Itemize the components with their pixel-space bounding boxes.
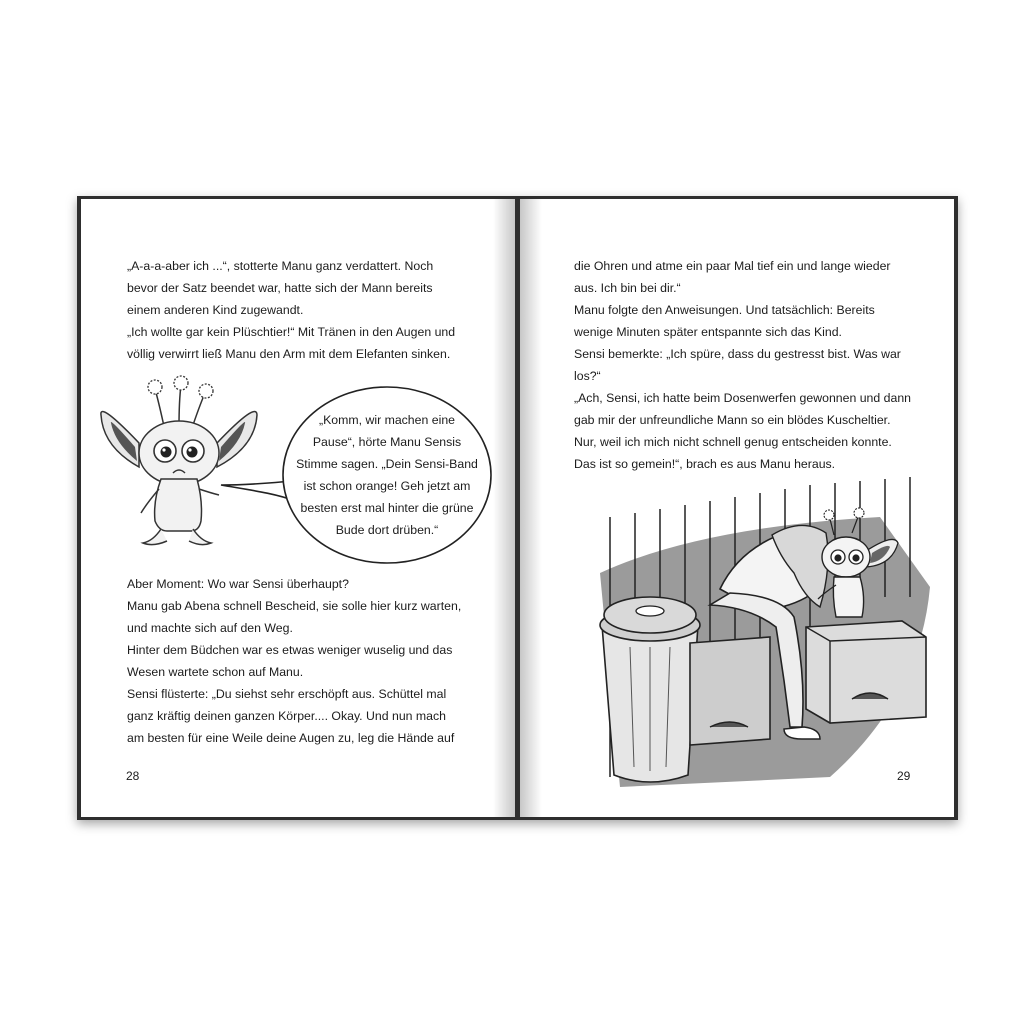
speech-bubble-text <box>293 409 481 541</box>
text-line: Manu gab Abena schnell Bescheid, sie solle hier kurz warten, <box>127 599 462 613</box>
right-paragraph-1 <box>574 255 911 475</box>
text-line: ganz kräftig deinen ganzen Körper.... Okay. Und nun mach <box>127 709 446 723</box>
right-page-gutter-shadow <box>520 199 542 817</box>
text-line: aus. Ich bin bei dir.“ <box>574 281 681 295</box>
text-line: Das ist so gemein!“, brach es aus Manu heraus. <box>574 457 836 471</box>
text-line: Wesen wartete schon auf Manu. <box>127 665 304 679</box>
text-line: „Komm, wir machen eine <box>319 413 455 427</box>
text-line: einem anderen Kind zugewandt. <box>127 303 304 317</box>
manu-and-sensi-illustration <box>580 477 955 799</box>
text-line: die Ohren und atme ein paar Mal tief ein und lange wieder <box>574 259 891 273</box>
text-line: Hinter dem Büdchen war es etwas weniger wuselig und das <box>127 643 453 657</box>
text-line: Bude dort drüben.“ <box>335 523 439 537</box>
text-line: gab mir der unfreundliche Mann so ein blödes Kuscheltier. <box>574 413 891 427</box>
text-line: Sensi bemerkte: „Ich spüre, dass du gestresst bist. Was war <box>574 347 901 361</box>
page-number-left: 28 <box>126 769 140 783</box>
text-line: und machte sich auf den Weg. <box>127 621 293 635</box>
text-line: Stimme sagen. „Dein Sensi-Band <box>296 457 478 471</box>
text-line: Manu folgte den Anweisungen. Und tatsächlich: Bereits <box>574 303 875 317</box>
right-page <box>520 199 954 817</box>
page-number-right: 29 <box>897 769 911 783</box>
text-line: „Ich wollte gar kein Plüschtier!“ Mit Tränen in den Augen und <box>127 325 456 339</box>
text-line: „Ach, Sensi, ich hatte beim Dosenwerfen gewonnen und dann <box>574 391 912 405</box>
text-line: Aber Moment: Wo war Sensi überhaupt? <box>127 577 349 591</box>
text-line: wenige Minuten später entspannte sich das Kind. <box>574 325 842 339</box>
text-line: „A-a-a-aber ich ...“, stotterte Manu ganz verdattert. Noch <box>127 259 434 273</box>
text-line: los?“ <box>574 369 601 383</box>
left-page <box>81 199 515 817</box>
left-paragraph-1 <box>127 255 455 365</box>
text-line: am besten für eine Weile deine Augen zu, leg die Hände auf <box>127 731 455 745</box>
open-book <box>77 196 958 820</box>
text-line: besten erst mal hinter die grüne <box>300 501 474 515</box>
text-line: ist schon orange! Geh jetzt am <box>303 479 471 493</box>
text-line: Nur, weil ich mich nicht schnell genug entscheiden konnte. <box>574 435 892 449</box>
text-line: bevor der Satz beendet war, hatte sich der Mann bereits <box>127 281 433 295</box>
text-line: völlig verwirrt ließ Manu den Arm mit dem Elefanten sinken. <box>127 347 451 361</box>
text-line: Pause“, hörte Manu Sensis <box>312 435 462 449</box>
text-line: Sensi flüsterte: „Du siehst sehr erschöpft aus. Schüttel mal <box>127 687 447 701</box>
left-paragraph-2 <box>127 573 461 749</box>
